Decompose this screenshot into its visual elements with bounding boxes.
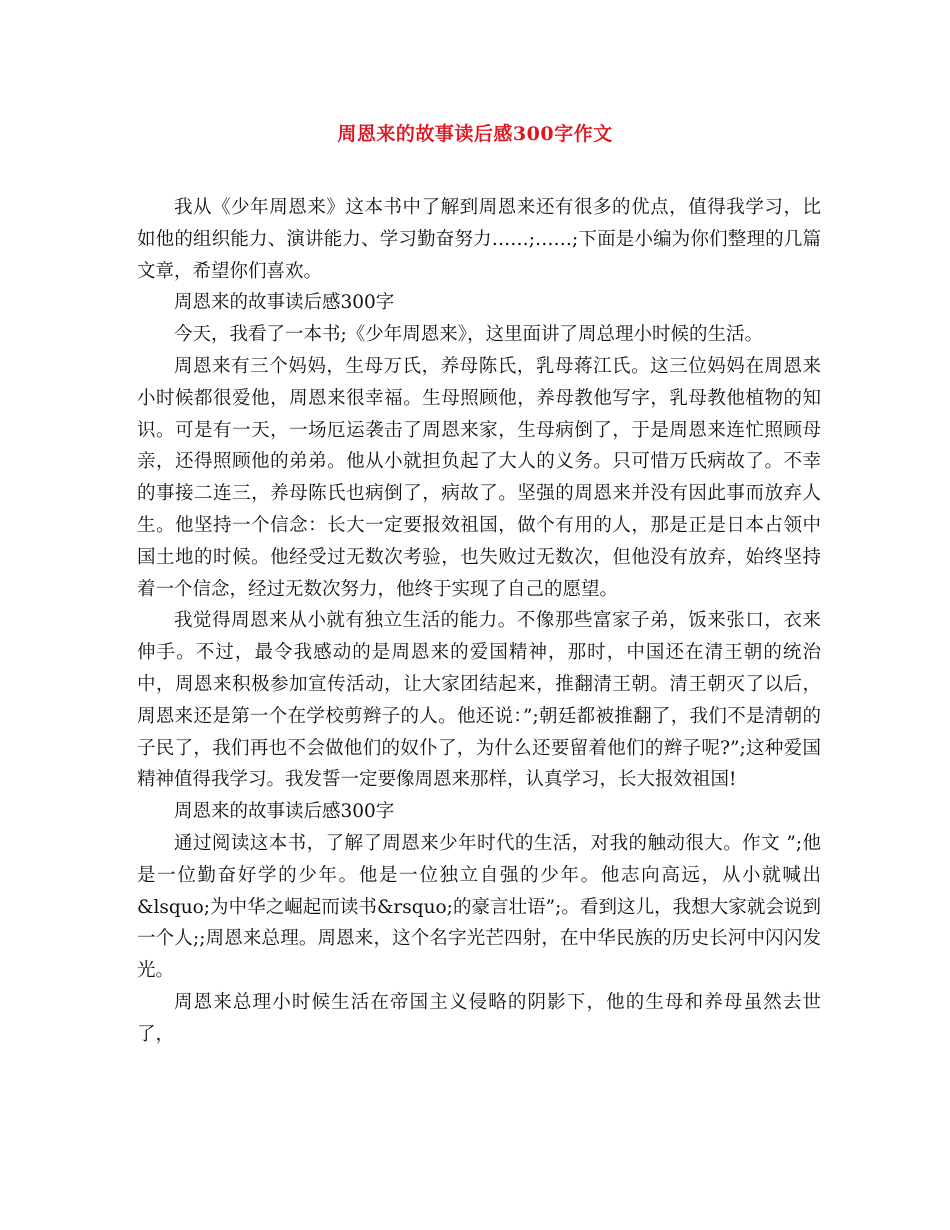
document-body xyxy=(137,192,821,1051)
section-heading: 周恩来的故事读后感300字 xyxy=(174,801,395,823)
document-title: 周恩来的故事读后感300字作文 xyxy=(337,123,613,145)
paragraph: 周恩来总理小时候生活在帝国主义侵略的阴影下，他的生母和养母虽然去世了， xyxy=(137,991,821,1045)
section-heading: 周恩来的故事读后感300字 xyxy=(174,292,395,314)
paragraph: 通过阅读这本书，了解了周恩来少年时代的生活，对我的触动很大。作文 ”;他是一位勤奋好学的少年。他是一位独立自强的少年。他志向高远，从小就喊出&lsquo;为中华之崛起而读书&rsquo;的豪言壮语”;。看到这儿，我想大家就会说到一个人;;周恩来总理。周恩来，这个名字光芒四射，在中华民族的历史长河中闪闪发光。 xyxy=(137,832,821,982)
paragraph: 我觉得周恩来从小就有独立生活的能力。不像那些富家子弟，饭来张口，衣来伸手。不过，最令我感动的是周恩来的爱国精神，那时，中国还在清王朝的统治中，周恩来积极参加宣传活动，让大家团结起来，推翻清王朝。清王朝灭了以后，周恩来还是第一个在学校剪辫子的人。他还说：”;朝廷都被推翻了，我们不是清朝的子民了，我们再也不会做他们的奴仆了，为什么还要留着他们的辫子呢?”;这种爱国精神值得我学习。我发誓一定要像周恩来那样，认真学习，长大报效祖国! xyxy=(137,610,821,791)
paragraph-intro: 我从《少年周恩来》这本书中了解到周恩来还有很多的优点，值得我学习，比如他的组织能力、演讲能力、学习勤奋努力……;……;下面是小编为你们整理的几篇文章，希望你们喜欢。 xyxy=(137,197,821,282)
paragraph: 周恩来有三个妈妈，生母万氏，养母陈氏，乳母蒋江氏。这三位妈妈在周恩来小时候都很爱他，周恩来很幸福。生母照顾他，养母教他写字，乳母教他植物的知识。可是有一天，一场厄运袭击了周恩来家，生母病倒了，于是周恩来连忙照顾母亲，还得照顾他的弟弟。他从小就担负起了大人的义务。只可惜万氏病故了。不幸的事接二连三，养母陈氏也病倒了，病故了。坚强的周恩来并没有因此事而放弃人生。他坚持一个信念：长大一定要报效祖国，做个有用的人，那是正是日本占领中国土地的时候。他经受过无数次考验，也失败过无数次，但他没有放弃，始终坚持着一个信念，经过无数次努力，他终于实现了自己的愿望。 xyxy=(137,355,821,600)
paragraph: 今天，我看了一本书;《少年周恩来》，这里面讲了周总理小时候的生活。 xyxy=(174,324,763,346)
